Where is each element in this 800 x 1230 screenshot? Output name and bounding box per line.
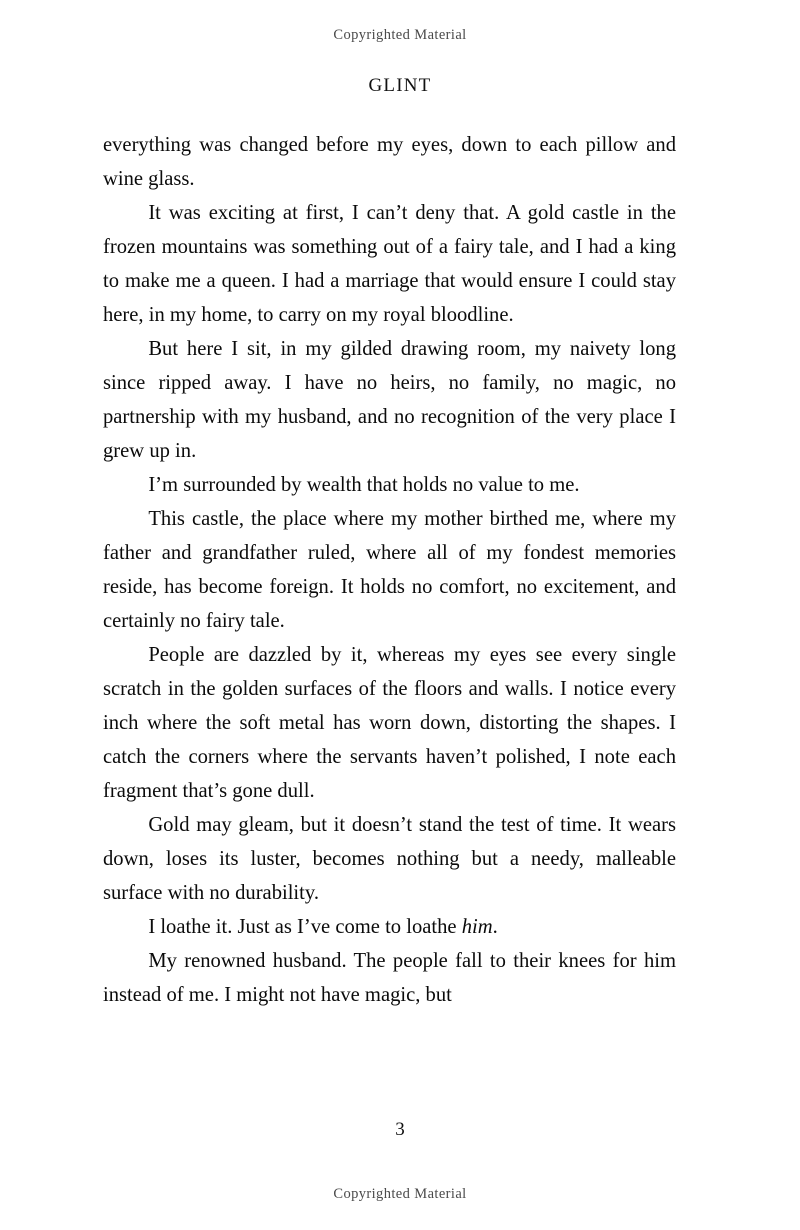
- paragraph: People are dazzled by it, whereas my eyes see every single scratch in the golden surfaces of the floors and walls. I notice every inch where the soft metal has worn down, distorting the shapes. I catch the corners where the servants haven’t polished, I note each fragment that’s gone dull.: [103, 644, 676, 802]
- paragraph: I’m surrounded by wealth that holds no value to me.: [148, 474, 580, 496]
- paragraph: everything was changed before my eyes, down to each pillow and wine glass.: [103, 134, 676, 190]
- paragraph: Gold may gleam, but it doesn’t stand the test of time. It wears down, loses its luster, becomes nothing but a needy, malleable surface with no durability.: [103, 814, 676, 904]
- copyright-watermark-bottom: Copyrighted Material: [333, 1186, 467, 1202]
- paragraph: But here I sit, in my gilded drawing room, my naivety long since ripped away. I have no heirs, no family, no magic, no partnership with my husband, and no recognition of the very place I grew up in.: [103, 338, 676, 462]
- paragraph: My renowned husband. The people fall to their knees for him instead of me. I might not have magic, but: [103, 950, 676, 1006]
- running-head: [0, 75, 800, 97]
- paragraph: It was exciting at first, I can’t deny that. A gold castle in the frozen mountains was something out of a fairy tale, and I had a king to make me a queen. I had a marriage that would ensure I could stay here, in my home, to carry on my royal bloodline.: [103, 202, 676, 326]
- running-head-text: GLINT: [368, 75, 432, 96]
- copyright-watermark-top: Copyrighted Material: [333, 27, 467, 43]
- paragraph-with-emphasis: [103, 910, 676, 944]
- body-text: [103, 128, 676, 1012]
- page-number: 3: [395, 1119, 405, 1140]
- emphasized-word: him: [461, 916, 493, 938]
- paragraph-text-suffix: .: [492, 916, 498, 938]
- paragraph: This castle, the place where my mother birthed me, where my father and grandfather ruled, where all of my fondest memories reside, has become foreign. It holds no comfort, no excitement, and certainly no fairy tale.: [103, 508, 676, 632]
- paragraph-text-prefix: I loathe it. Just as I’ve come to loathe: [148, 916, 462, 938]
